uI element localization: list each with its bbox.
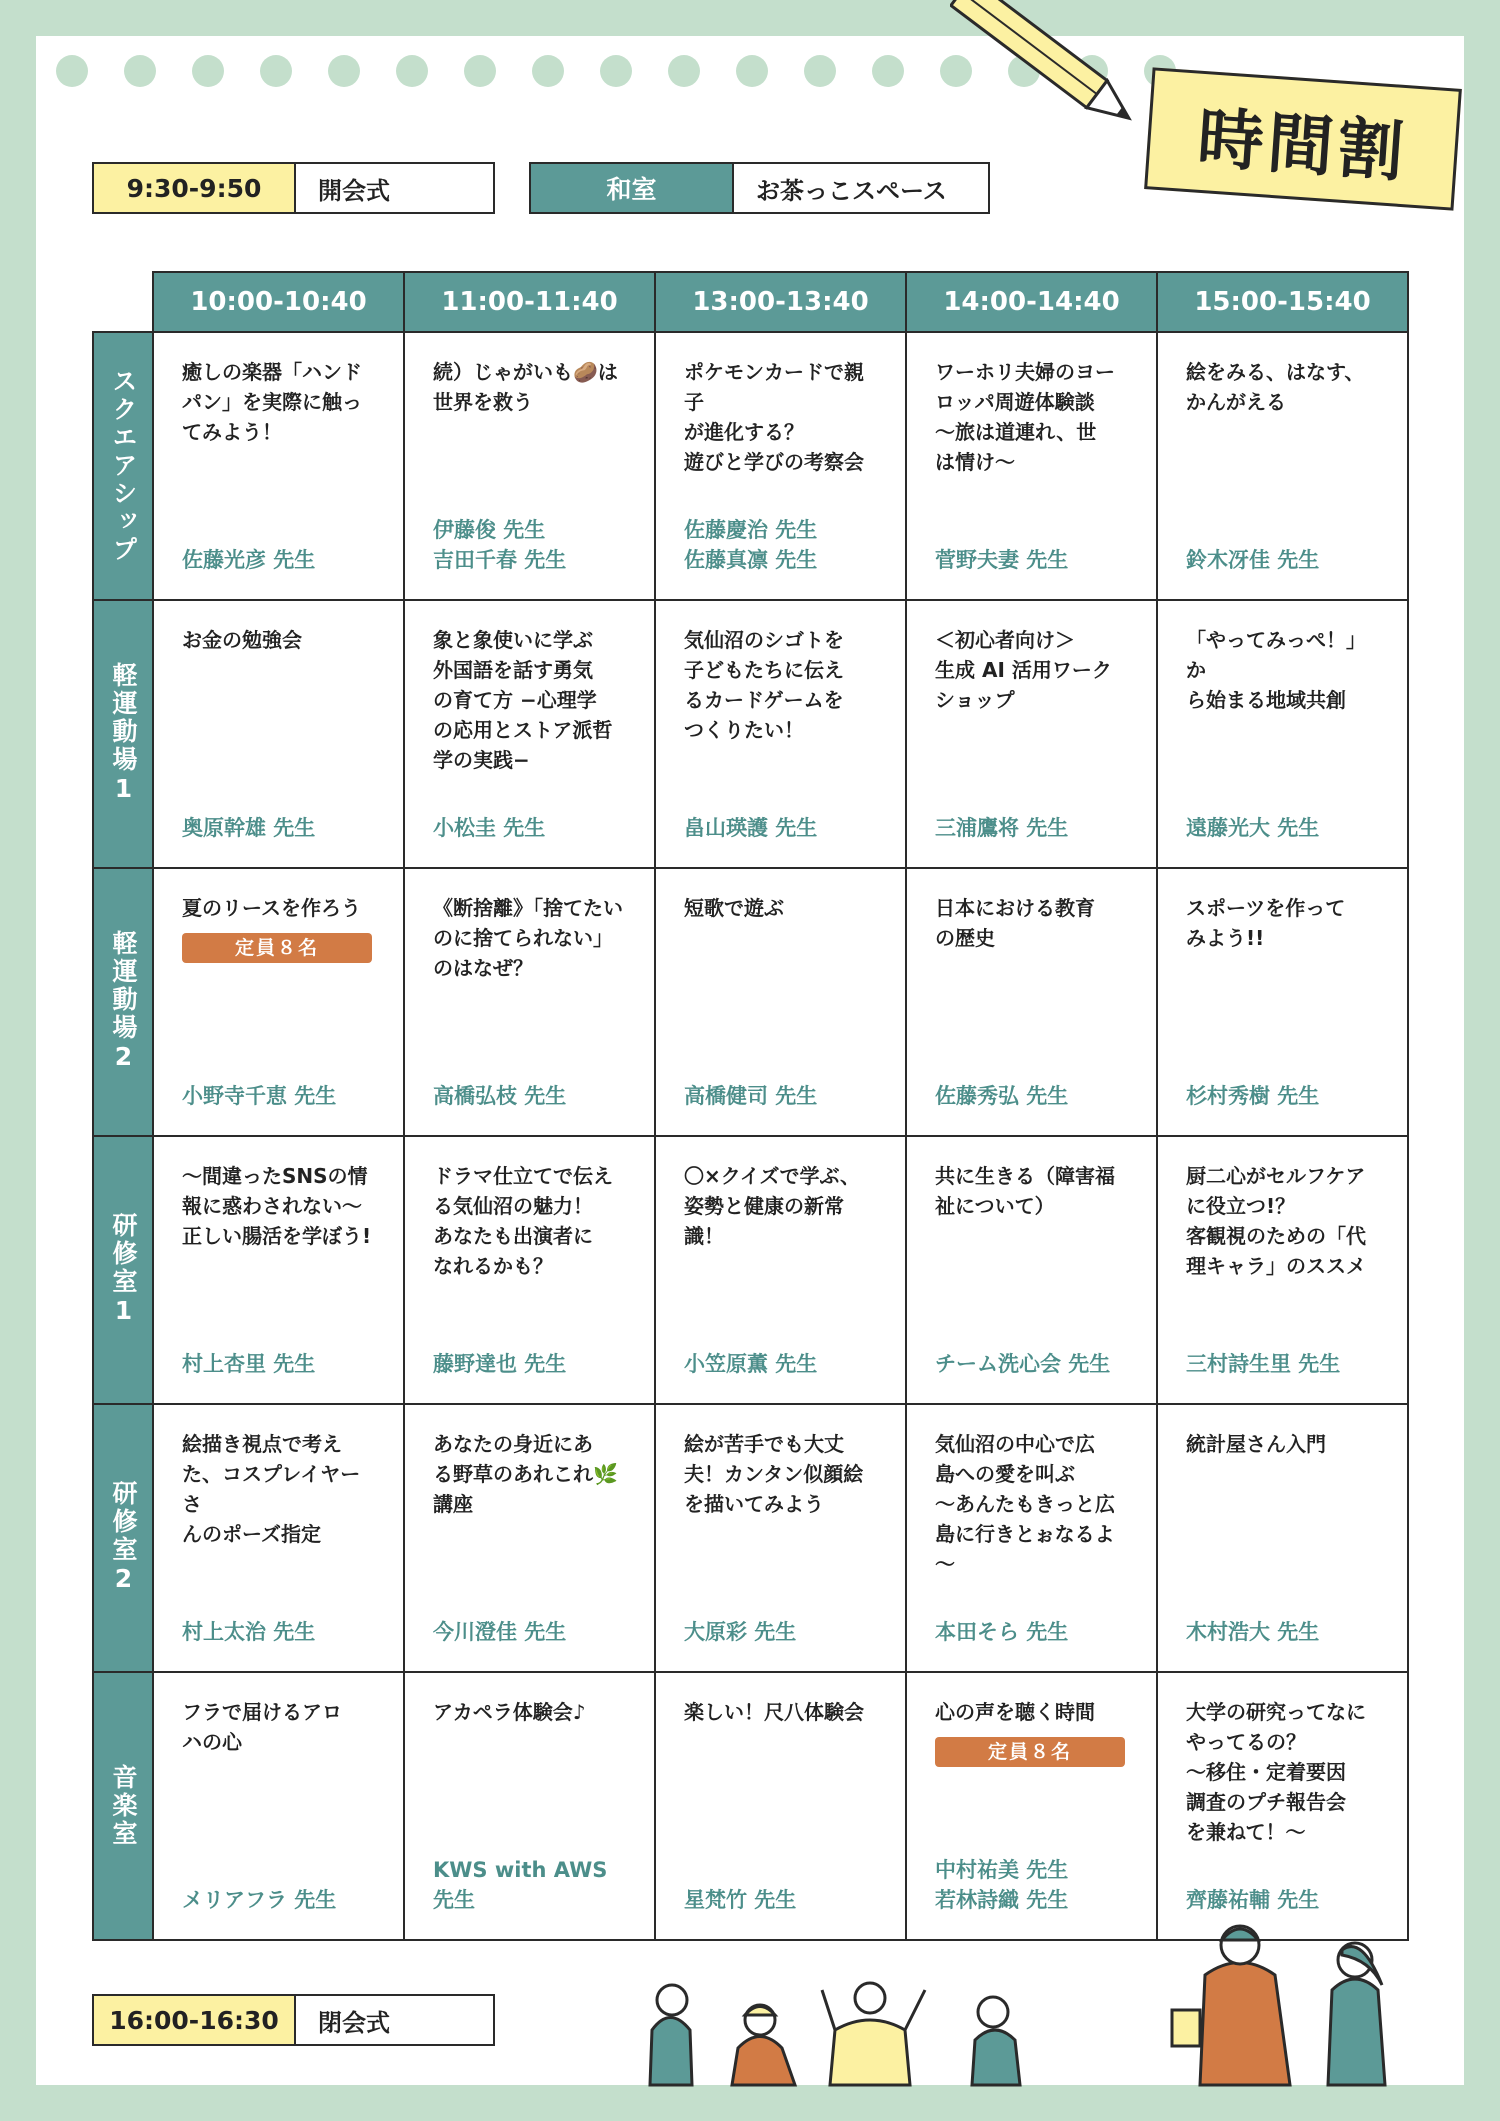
- session-title: あなたの身近にあ る野草のあれこれ🌿 講座: [433, 1432, 618, 1516]
- session-title: ～間違ったSNSの情 報に惑わされない～ 正しい腸活を学ぼう!: [182, 1164, 372, 1248]
- table-row: [93, 332, 1408, 600]
- session-title: 続）じゃがいも🥔は 世界を救う: [433, 360, 618, 414]
- session-speaker: 三浦鷹将 先生: [935, 816, 1069, 840]
- session-cell: [906, 600, 1157, 868]
- room-header: [93, 600, 153, 868]
- time-header: 13:00-13:40: [655, 272, 906, 332]
- capacity-badge: 定員８名: [935, 1737, 1125, 1767]
- room-header: [93, 1404, 153, 1672]
- session-speaker: 高橋弘枝 先生: [433, 1084, 567, 1108]
- room-header: [93, 868, 153, 1136]
- room-header: [93, 1672, 153, 1940]
- session-speaker: 畠山瑛護 先生: [684, 816, 818, 840]
- closing-label: 閉会式: [296, 1996, 493, 2044]
- session-title: 厨二心がセルフケア に役立つ!？ 客観視のための「代 理キャラ」のススメ: [1186, 1164, 1366, 1278]
- session-speaker: メリアフラ 先生: [182, 1888, 337, 1912]
- session-speaker: 村上太治 先生: [182, 1620, 316, 1644]
- session-speaker: 中村祐美 先生 若林詩織 先生: [935, 1858, 1069, 1912]
- session-cell: [1157, 1404, 1408, 1672]
- session-cell: [906, 1404, 1157, 1672]
- session-cell: [1157, 868, 1408, 1136]
- washitsu-box: [529, 162, 990, 214]
- session-title: 共に生きる（障害福 祉について）: [935, 1164, 1115, 1218]
- session-cell: [655, 600, 906, 868]
- session-speaker: 星梵竹 先生: [684, 1888, 797, 1912]
- time-header: 11:00-11:40: [404, 272, 655, 332]
- session-title: アカペラ体験会♪: [433, 1700, 586, 1724]
- binder-holes: [36, 0, 1464, 70]
- session-cell: [153, 332, 404, 600]
- session-speaker: 本田そら 先生: [935, 1620, 1069, 1644]
- table-row: [93, 1672, 1408, 1940]
- opening-time: 9:30-9:50: [94, 164, 296, 212]
- session-title: ドラマ仕立てで伝え る気仙沼の魅力！ あなたも出演者に なれるかも？: [433, 1164, 613, 1278]
- session-cell: [404, 332, 655, 600]
- session-speaker: 佐藤慶治 先生 佐藤真凛 先生: [684, 518, 818, 572]
- session-cell: [655, 332, 906, 600]
- room-label: スクエアシップ: [109, 368, 138, 564]
- session-speaker: 遠藤光大 先生: [1186, 816, 1320, 840]
- session-speaker: 菅野夫妻 先生: [935, 548, 1069, 572]
- session-cell: [1157, 600, 1408, 868]
- session-title: 夏のリースを作ろう: [182, 896, 361, 920]
- table-row: [93, 868, 1408, 1136]
- session-title: 《断捨離》「捨てたい のに捨てられない」 のはなぜ？: [433, 896, 623, 980]
- session-speaker: 村上杏里 先生: [182, 1352, 316, 1376]
- time-header: 14:00-14:40: [906, 272, 1157, 332]
- session-speaker: 鈴木冴佳 先生: [1186, 548, 1320, 572]
- session-cell: [906, 1136, 1157, 1404]
- closing-time: 16:00-16:30: [94, 1996, 296, 2044]
- session-cell: [153, 1136, 404, 1404]
- room-label: 軽運動場1: [109, 662, 138, 806]
- session-title: 大学の研究ってなに やってるの？ ～移住・定着要因 調査のプチ報告会 を兼ねて！～: [1186, 1700, 1366, 1844]
- session-title: 日本における教育 の歴史: [935, 896, 1095, 950]
- session-title: 統計屋さん入門: [1186, 1432, 1326, 1456]
- washitsu-room: 和室: [531, 164, 734, 212]
- session-title: ポケモンカードで親子 が進化する？ 遊びと学びの考察会: [684, 360, 864, 474]
- room-header: [93, 1136, 153, 1404]
- session-cell: [655, 1404, 906, 1672]
- session-cell: [404, 600, 655, 868]
- table-row: [93, 600, 1408, 868]
- washitsu-label: お茶っこスペース: [734, 164, 988, 212]
- session-speaker: チーム洗心会 先生: [935, 1352, 1111, 1376]
- session-title: 気仙沼の中心で広 島への愛を叫ぶ ～あんたもきっと広 島に行きとぉなるよ～: [935, 1432, 1115, 1576]
- session-speaker: 今川澄佳 先生: [433, 1620, 567, 1644]
- session-cell: [906, 1672, 1157, 1940]
- session-cell: [1157, 332, 1408, 600]
- session-cell: [1157, 1136, 1408, 1404]
- session-speaker: 小松圭 先生: [433, 816, 546, 840]
- room-label: 軽運動場2: [109, 930, 138, 1074]
- session-speaker: 大原彩 先生: [684, 1620, 797, 1644]
- session-title: 気仙沼のシゴトを 子どもたちに伝え るカードゲームを つくりたい！: [684, 628, 844, 742]
- capacity-badge: 定員８名: [182, 933, 372, 963]
- room-header: [93, 332, 153, 600]
- session-title: 癒しの楽器「ハンド パン」を実際に触っ てみよう！: [182, 360, 362, 444]
- session-title: 象と象使いに学ぶ 外国語を話す勇気 の育て方 −心理学 の応用とストア派哲 学の実践−: [433, 628, 613, 772]
- session-cell: [404, 1672, 655, 1940]
- session-speaker: 木村浩大 先生: [1186, 1620, 1320, 1644]
- session-cell: [906, 332, 1157, 600]
- session-cell: [153, 868, 404, 1136]
- session-cell: [404, 1404, 655, 1672]
- session-cell: [404, 1136, 655, 1404]
- session-title: 「やってみっぺ！」か ら始まる地域共創: [1186, 628, 1366, 712]
- session-speaker: 杉村秀樹 先生: [1186, 1084, 1320, 1108]
- session-cell: [906, 868, 1157, 1136]
- session-title: フラで届けるアロ ハの心: [182, 1700, 342, 1754]
- session-cell: [655, 868, 906, 1136]
- time-header: 15:00-15:40: [1157, 272, 1408, 332]
- page-title: 時間割: [1195, 99, 1411, 191]
- session-cell: [655, 1136, 906, 1404]
- session-cell: [153, 1672, 404, 1940]
- session-title: 絵描き視点で考え た、コスプレイヤーさ んのポーズ指定: [182, 1432, 361, 1546]
- timetable: [92, 271, 1409, 1941]
- table-row: [93, 1404, 1408, 1672]
- session-speaker: 伊藤俊 先生 吉田千春 先生: [433, 518, 567, 572]
- room-label: 研修室1: [109, 1212, 138, 1328]
- room-label: 音楽室: [109, 1764, 138, 1848]
- time-header: 10:00-10:40: [153, 272, 404, 332]
- session-cell: [153, 1404, 404, 1672]
- session-title: 〇×クイズで学ぶ、 姿勢と健康の新常 識！: [684, 1164, 860, 1248]
- title-tag: [1144, 67, 1462, 210]
- session-speaker: 佐藤秀弘 先生: [935, 1084, 1069, 1108]
- closing-box: [92, 1994, 495, 2046]
- session-cell: [404, 868, 655, 1136]
- session-speaker: 佐藤光彦 先生: [182, 548, 316, 572]
- session-speaker: 小笠原薫 先生: [684, 1352, 818, 1376]
- opening-box: [92, 162, 495, 214]
- session-title: 絵をみる、はなす、 かんがえる: [1186, 360, 1365, 414]
- room-label: 研修室2: [109, 1480, 138, 1596]
- opening-label: 開会式: [296, 164, 493, 212]
- session-title: ＜初心者向け＞ 生成 AI 活用ワーク ショップ: [935, 628, 1112, 712]
- table-row: [93, 1136, 1408, 1404]
- session-speaker: 小野寺千恵 先生: [182, 1084, 337, 1108]
- session-title: 短歌で遊ぶ: [684, 896, 784, 920]
- session-speaker: 三村詩生里 先生: [1186, 1352, 1341, 1376]
- session-cell: [153, 600, 404, 868]
- session-speaker: 高橋健司 先生: [684, 1084, 818, 1108]
- session-speaker: 藤野達也 先生: [433, 1352, 567, 1376]
- session-title: スポーツを作って みよう!!: [1186, 896, 1346, 950]
- session-speaker: 奥原幹雄 先生: [182, 816, 316, 840]
- session-cell: [1157, 1672, 1408, 1940]
- session-title: 絵が苦手でも大丈 夫！カンタン似顔絵 を描いてみよう: [684, 1432, 864, 1516]
- session-title: 楽しい！尺八体験会: [684, 1700, 864, 1724]
- session-title: お金の勉強会: [182, 628, 302, 652]
- session-speaker: 齊藤祐輔 先生: [1186, 1888, 1320, 1912]
- session-speaker: KWS with AWS 先生: [433, 1858, 608, 1912]
- pencil-icon: [950, 0, 1140, 130]
- session-title: 心の声を聴く時間: [935, 1700, 1095, 1724]
- session-cell: [655, 1672, 906, 1940]
- session-title: ワーホリ夫婦のヨー ロッパ周遊体験談 ～旅は道連れ、世 は情け～: [935, 360, 1115, 474]
